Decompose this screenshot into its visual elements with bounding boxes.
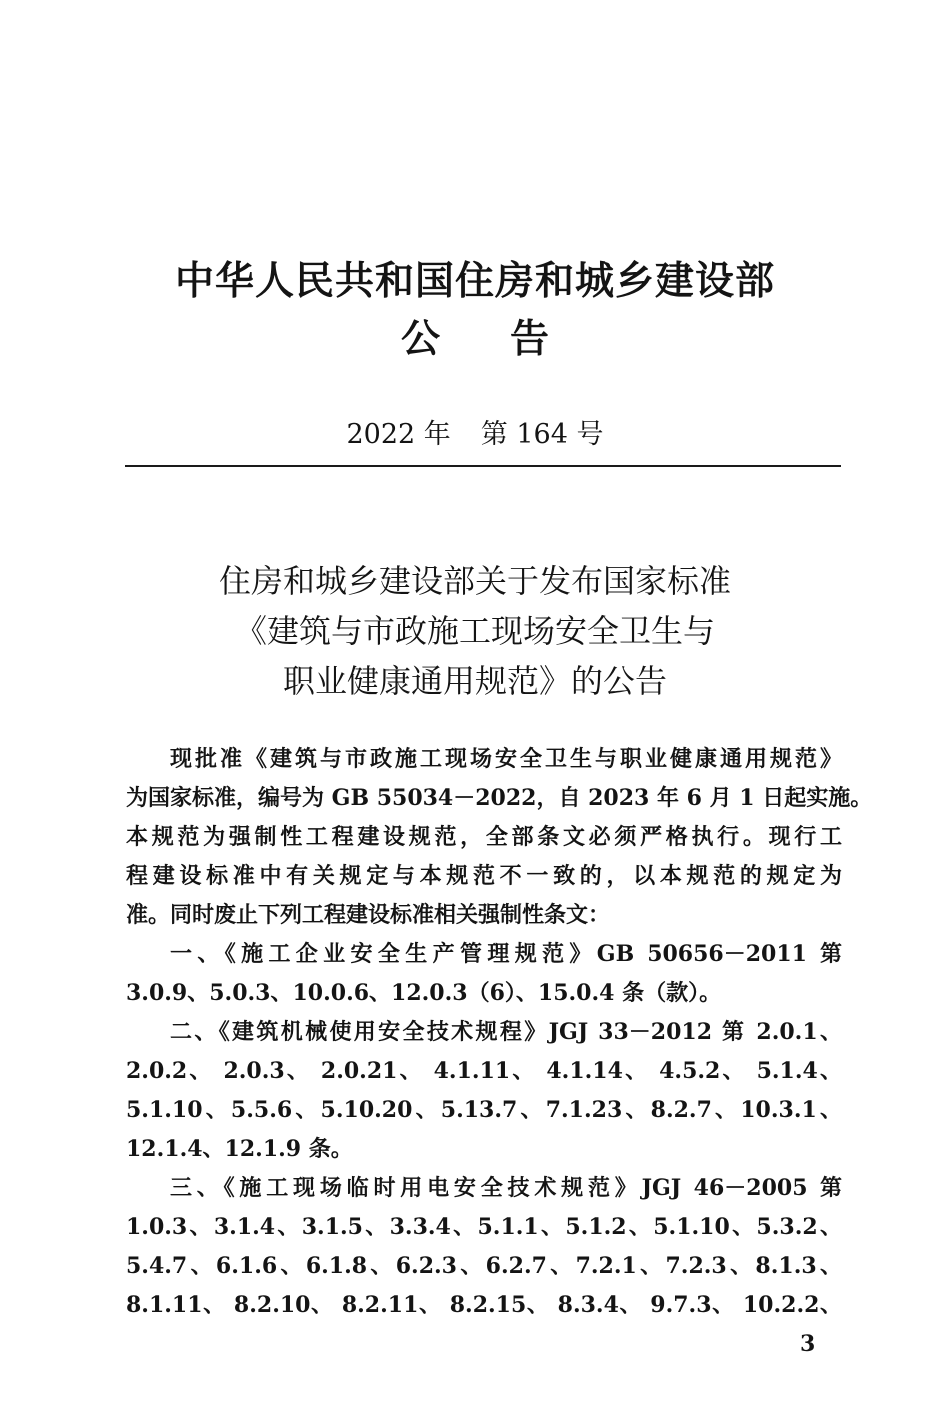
title-line: 住房和城乡建设部关于发布国家标准	[218, 562, 731, 600]
header-divider	[125, 465, 841, 467]
body-line: 8.1.11、 8.2.10、 8.2.11、 8.2.15、 8.3.4、 9.7.3、 10.2.2、	[126, 1292, 842, 1318]
page-number: 3	[800, 1331, 816, 1357]
issuing-authority: 中华人民共和国住房和城乡建设部	[174, 258, 775, 304]
body-line: 5.1.10、5.5.6、5.10.20、5.13.7、7.1.23、8.2.7、10.3.1、	[126, 1097, 842, 1123]
announcement-serial: 第 164 号	[480, 419, 604, 450]
body-line: 5.4.7、6.1.6、6.1.8、6.2.3、6.2.7、7.2.1、7.2.3、8.1.3、	[126, 1253, 842, 1279]
body-line: 现批准《建筑与市政施工现场安全卫生与职业健康通用规范》	[170, 746, 842, 772]
body-line: 准。同时废止下列工程建设标准相关强制性条文：	[126, 902, 611, 928]
announcement-title	[0, 556, 950, 706]
body-line: 三、《施工现场临时用电安全技术规范》JGJ 46－2005 第	[170, 1175, 842, 1201]
body-line: 为国家标准，编号为 GB 55034－2022，自 2023 年 6 月 1 日起实施。	[126, 785, 873, 811]
body-line: 二、《建筑机械使用安全技术规程》JGJ 33－2012 第 2.0.1、	[170, 1019, 842, 1045]
title-line: 《建筑与市政施工现场安全卫生与	[234, 612, 715, 650]
body-line: 3.0.9、5.0.3、10.0.6、12.0.3（6）、15.0.4 条（款）。	[126, 980, 722, 1006]
body-line: 一、《施工企业安全生产管理规范》GB 50656－2011 第	[170, 941, 842, 967]
announcement-number	[0, 412, 950, 451]
title-line: 职业健康通用规范》的公告	[282, 662, 667, 700]
body-line: 本规范为强制性工程建设规范，全部条文必须严格执行。现行工	[126, 824, 842, 850]
body-line: 2.0.2、 2.0.3、 2.0.21、 4.1.11、 4.1.14、 4.5.2、 5.1.4、	[126, 1058, 842, 1084]
body-line: 程建设标准中有关规定与本规范不一致的，以本规范的规定为	[126, 863, 842, 889]
body-line: 12.1.4、12.1.9 条。	[126, 1136, 353, 1162]
announcement-body	[126, 740, 873, 1325]
body-line: 1.0.3、3.1.4、3.1.5、3.3.4、5.1.1、5.1.2、5.1.10、5.3.2、	[126, 1214, 842, 1240]
document-type: 公告	[400, 316, 619, 362]
announcement-year: 2022 年	[346, 419, 451, 450]
